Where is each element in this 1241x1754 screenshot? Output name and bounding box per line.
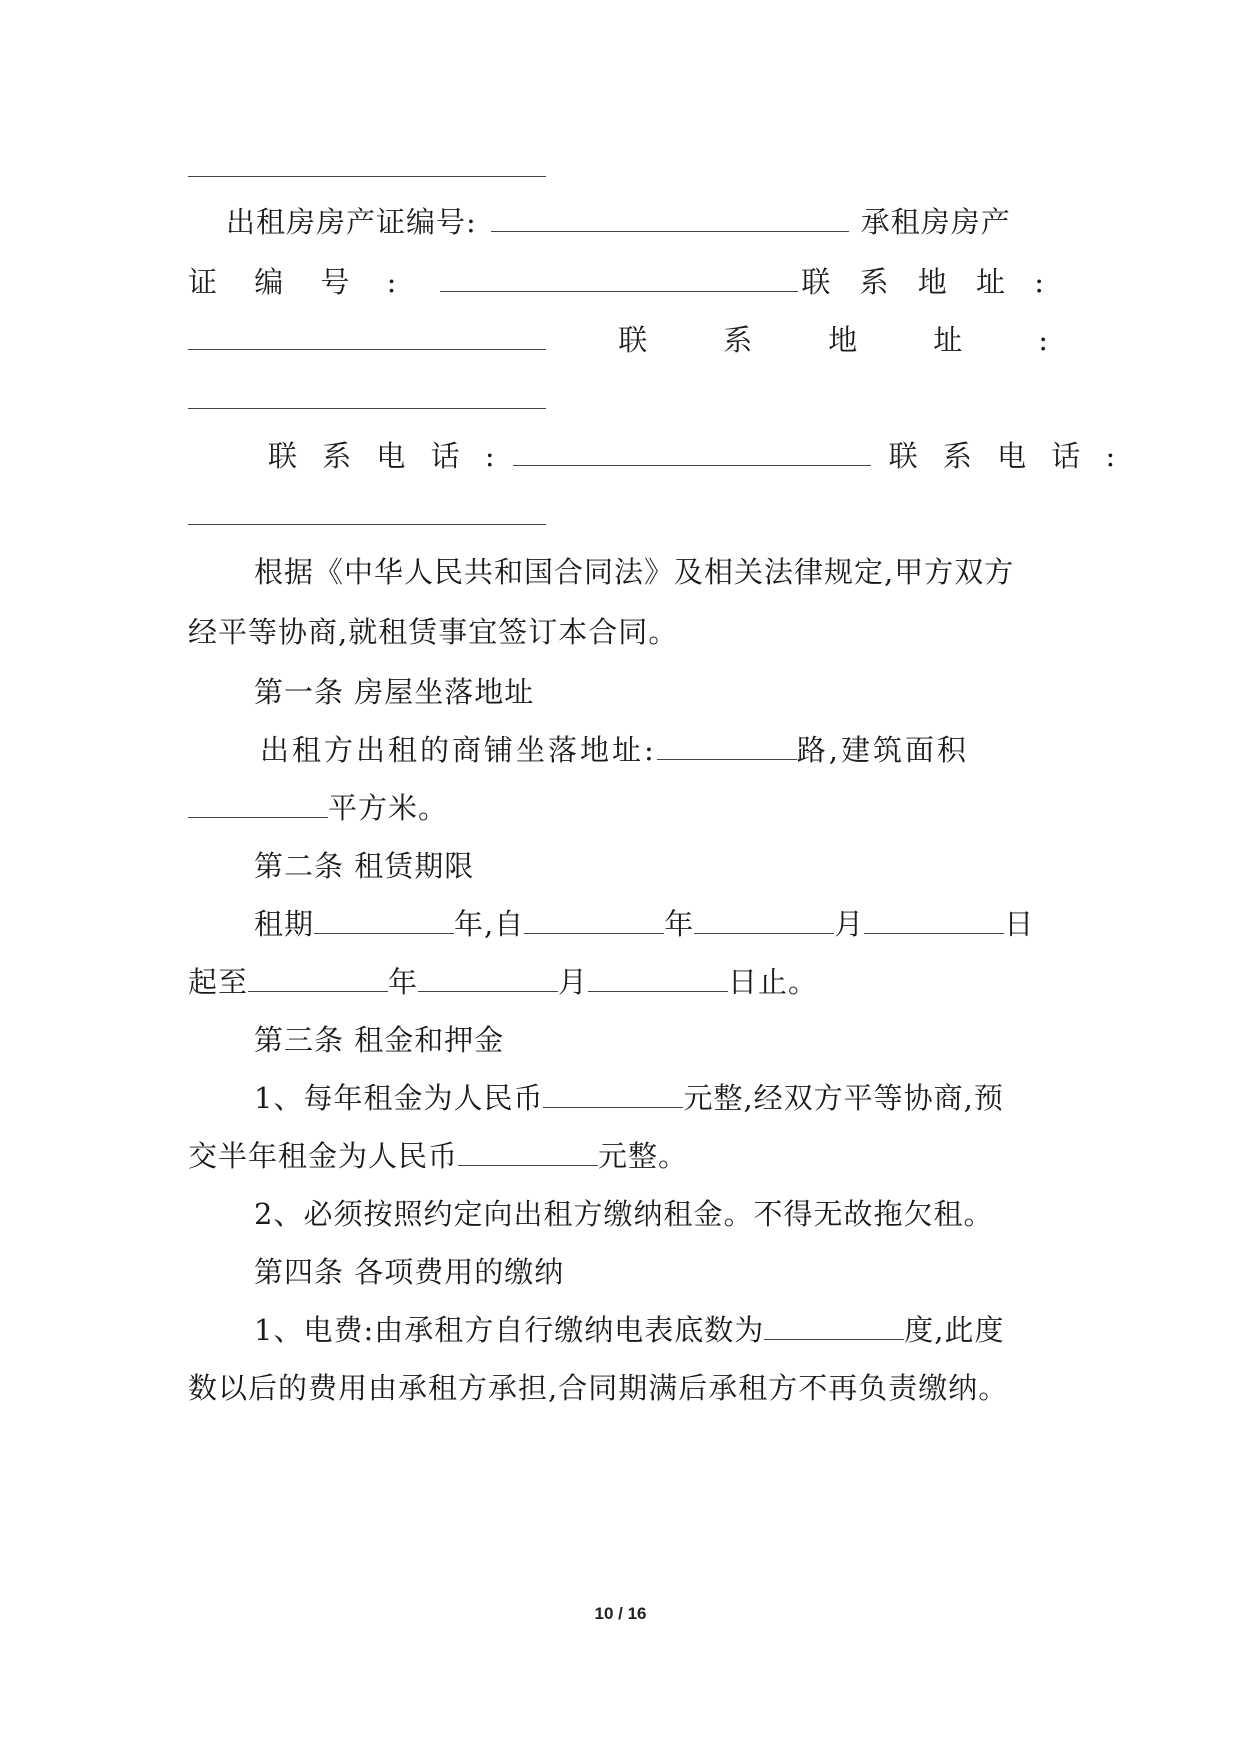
cert-line-2: [188, 262, 1054, 302]
rent-text: 元整,经双方平等协商,预: [683, 1081, 1004, 1115]
blank-field: [543, 1079, 683, 1108]
article-1-line-2: [188, 788, 1054, 828]
phone-label-b: 联 系 电 话 :: [888, 439, 1124, 473]
address-text: 出租方出租的商铺坐落地址:: [260, 733, 657, 767]
rent-text: 元整。: [598, 1139, 689, 1173]
blank-line: [188, 524, 546, 525]
article-2-line-2: [188, 962, 1054, 1002]
article-2-line-1: [254, 904, 1054, 944]
address-label-b: 联 系 地 址 :: [618, 323, 1054, 357]
term-text: 年: [664, 907, 695, 941]
blank-field: [440, 263, 798, 292]
blank-field: [513, 437, 871, 466]
article-1-line-1: [260, 730, 1054, 770]
article-4-line-2: 数以后的费用由承租方承担,合同期满后承租方不再负责缴纳。: [188, 1371, 1009, 1405]
blank-field: [694, 905, 834, 934]
blank-field: [188, 321, 546, 350]
blank-field: [864, 905, 1004, 934]
lessee-cert-label-2: 证 编 号 :: [188, 265, 411, 299]
blank-field: [524, 905, 664, 934]
article-1-title: 第一条 房屋坐落地址: [254, 675, 535, 709]
phone-label-a: 联 系 电 话 :: [268, 439, 503, 473]
address-line: [188, 320, 1054, 360]
term-text: 年: [388, 965, 419, 999]
lessor-cert-label: 出租房房产证编号:: [226, 205, 477, 239]
blank-line: [188, 176, 546, 177]
blank-field: [248, 963, 388, 992]
article-3-line-1: [254, 1078, 1054, 1118]
blank-field: [314, 905, 454, 934]
article-3-line-3: 2、必须按照约定向出租方缴纳租金。不得无故拖欠租。: [254, 1197, 994, 1231]
blank-field: [188, 789, 328, 818]
page-number: 10 / 16: [594, 1604, 647, 1623]
term-text: 月: [834, 907, 865, 941]
blank-field: [764, 1311, 904, 1340]
area-unit: 平方米。: [328, 791, 449, 825]
blank-field: [418, 963, 558, 992]
address-text-2: 路,建筑面积: [796, 733, 969, 767]
article-4-line-1: [254, 1310, 1054, 1350]
term-text: 日: [1004, 907, 1035, 941]
fee-text: 1、电费:由承租方自行缴纳电表底数为: [254, 1313, 765, 1347]
term-text: 起至: [188, 965, 249, 999]
article-3-title: 第三条 租金和押金: [254, 1023, 505, 1057]
blank-field: [657, 731, 797, 760]
term-text: 月: [558, 965, 589, 999]
blank-field: [458, 1137, 598, 1166]
cert-line: [226, 202, 1054, 242]
blank-line: [188, 408, 546, 409]
phone-line: [268, 436, 1124, 476]
intro-line-2: 经平等协商,就租赁事宜签订本合同。: [188, 615, 679, 649]
intro-line-1: 根据《中华人民共和国合同法》及相关法律规定,甲方双方: [254, 555, 1015, 589]
article-4-title: 第四条 各项费用的缴纳: [254, 1255, 565, 1289]
term-text: 租期: [254, 907, 315, 941]
term-text: 年,自: [454, 907, 525, 941]
fee-text: 度,此度: [904, 1313, 1005, 1347]
rent-text: 交半年租金为人民币: [188, 1139, 459, 1173]
blank-field: [491, 203, 849, 232]
address-label-a: 联 系 地 址 :: [801, 265, 1054, 299]
rent-text: 1、每年租金为人民币: [254, 1081, 544, 1115]
article-3-line-2: [188, 1136, 1054, 1176]
blank-field: [588, 963, 728, 992]
term-text: 日止。: [728, 965, 819, 999]
lessee-cert-label: 承租房房产: [860, 205, 1011, 239]
article-2-title: 第二条 租赁期限: [254, 849, 475, 883]
